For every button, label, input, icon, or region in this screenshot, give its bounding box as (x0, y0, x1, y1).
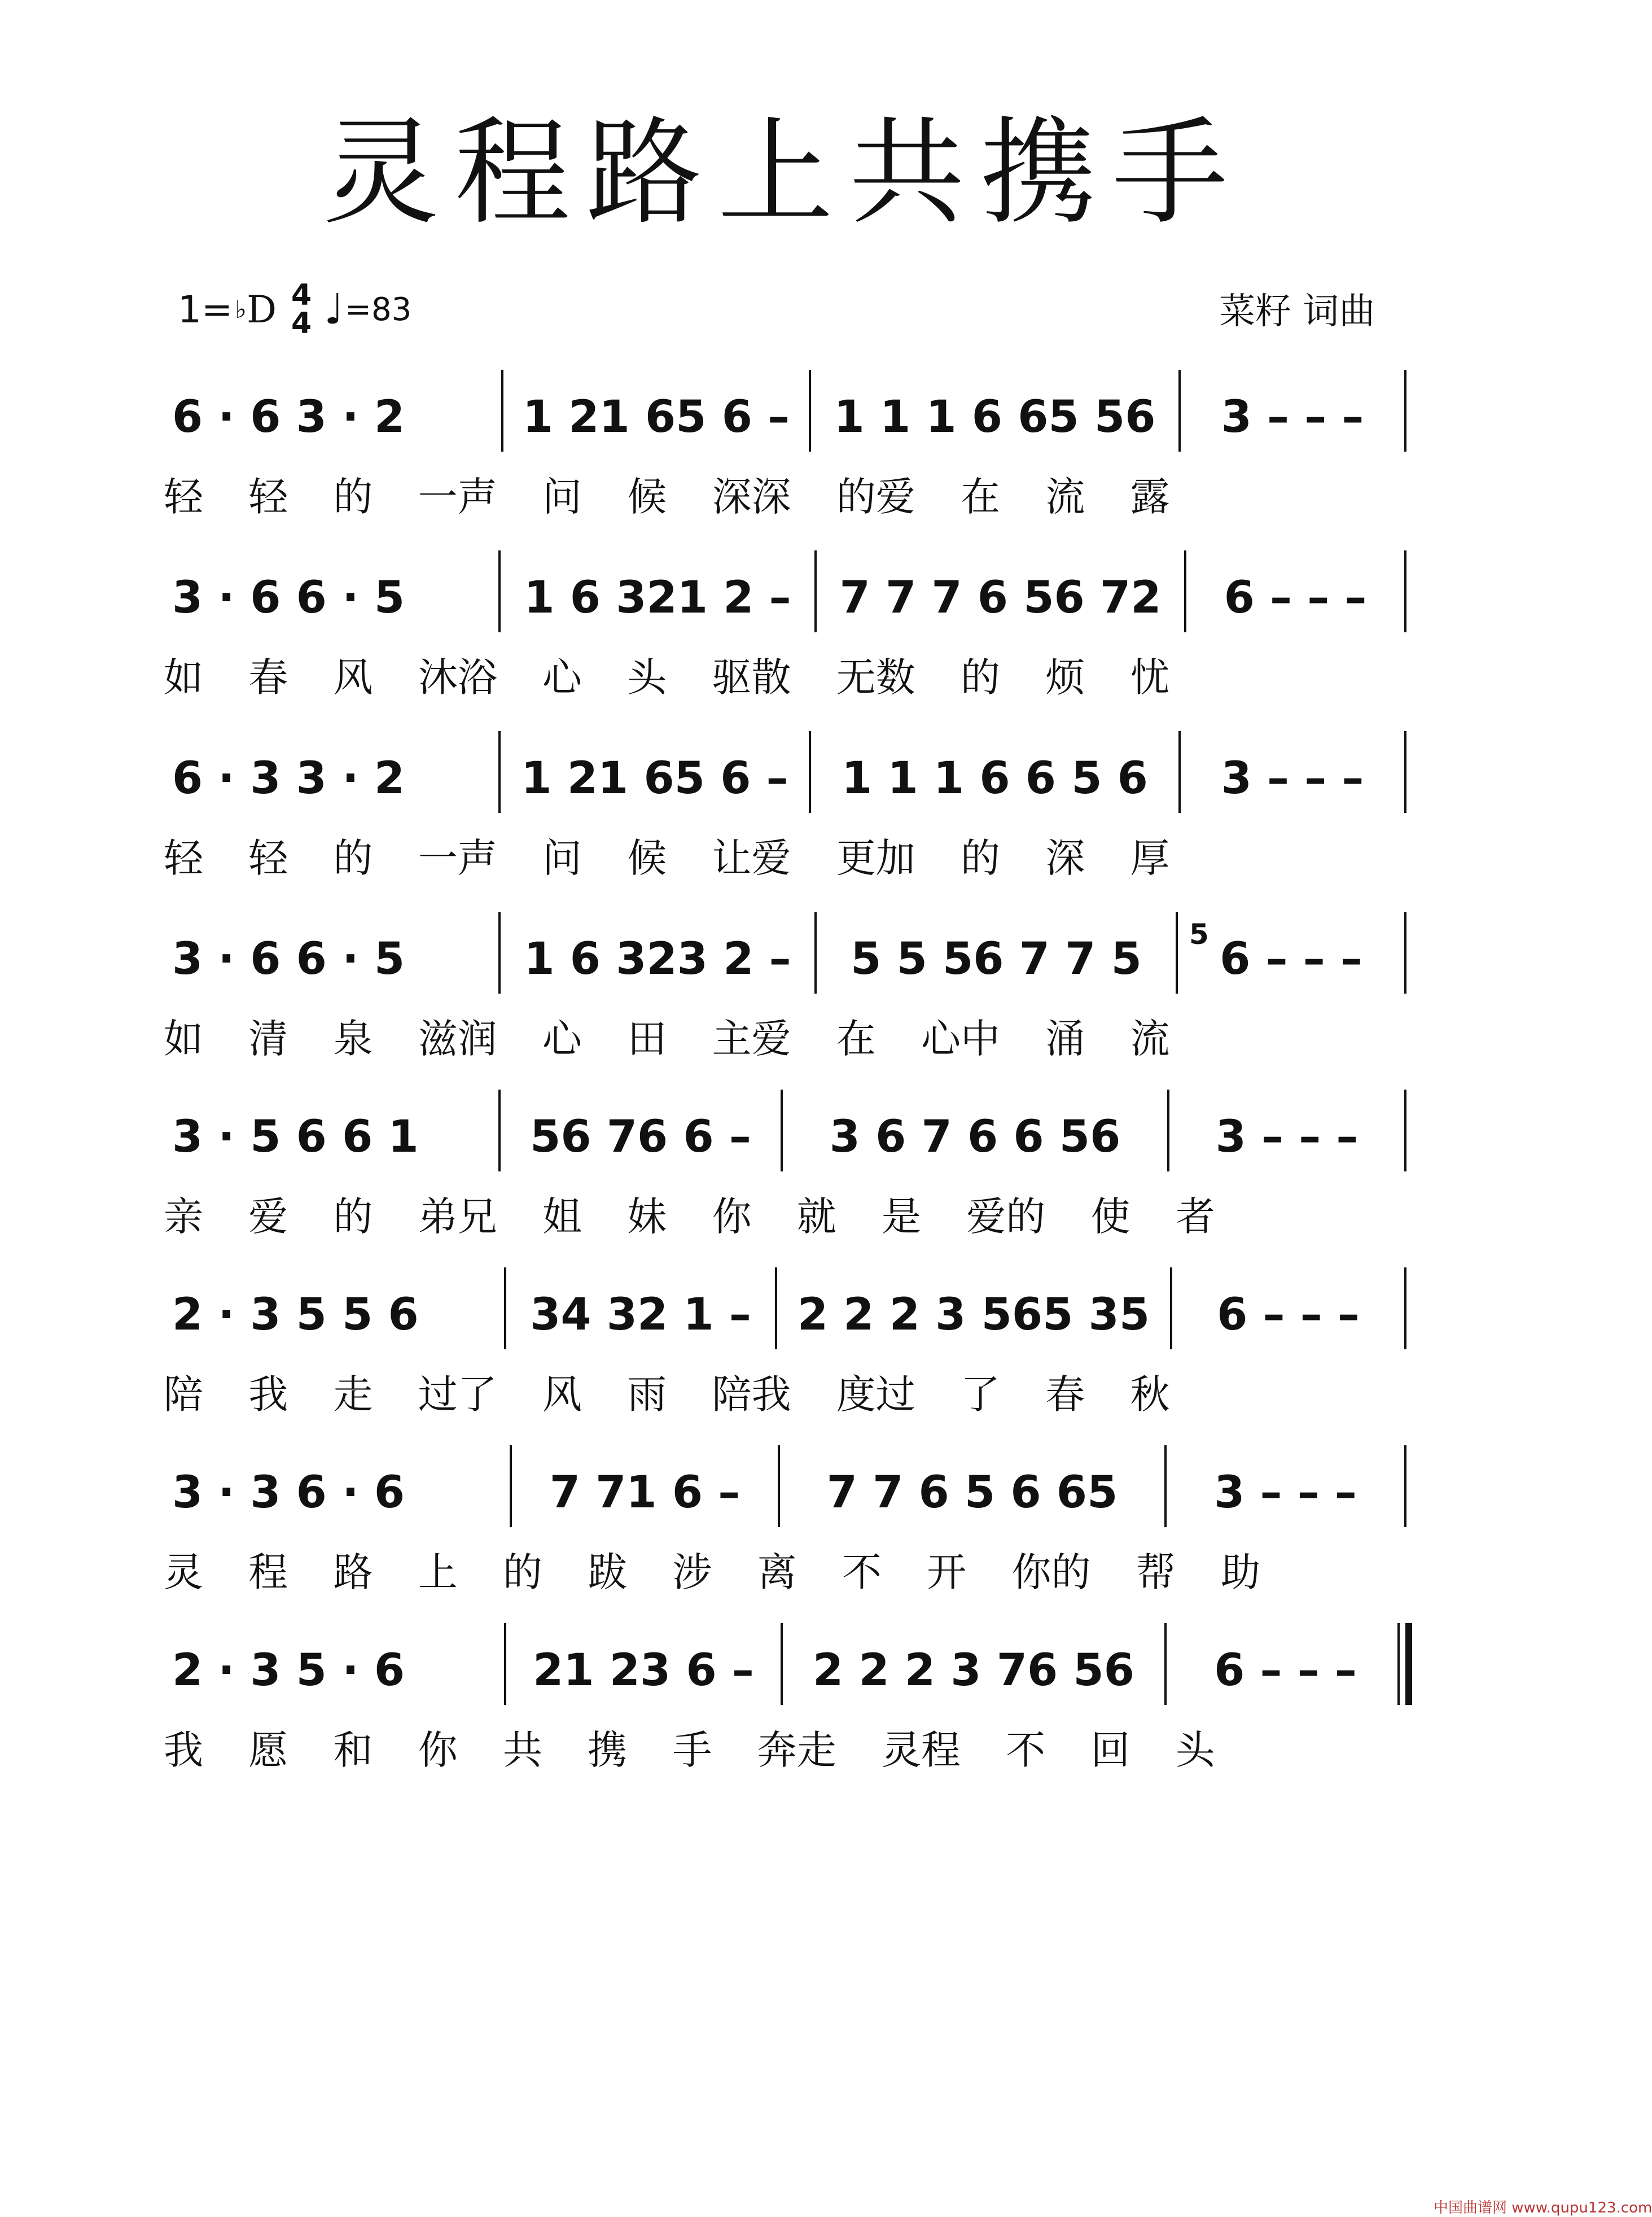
lyrics-text: 如 清 泉 滋润 心 田 主爱 在 心中 涌 流 (164, 1016, 1170, 1062)
measure: 3 · 6 6 · 5 (172, 572, 405, 623)
measure: 2 · 3 5 5 6 (172, 1289, 419, 1340)
measure: 3 · 6 6 · 5 (172, 934, 405, 985)
lyrics-text: 轻 轻 的 一声 问 候 深深 的爱 在 流 露 (164, 474, 1170, 520)
measure: 6 – – – (1214, 1645, 1357, 1696)
measure: 6 · 6 3 · 2 (172, 392, 405, 443)
measure: 2 2 2 3 565 35 (797, 1289, 1150, 1340)
time-signature-bottom: 4 (291, 307, 312, 340)
song-title: 灵程路上共携手 (323, 106, 1244, 240)
measure: 1 1 1 6 6 5 6 (842, 753, 1148, 804)
measure: 3 – – – (1221, 392, 1364, 443)
measure: 1 6 321 2 – (524, 572, 791, 623)
measure: 6 – – – (1217, 1289, 1360, 1340)
key-prefix: 1= (178, 287, 233, 331)
time-signature (291, 278, 312, 340)
measure: 1 1 1 6 65 56 (834, 392, 1156, 443)
lyrics-text: 陪 我 走 过了 风 雨 陪我 度过 了 春 秋 (164, 1371, 1170, 1418)
time-signature-top: 4 (291, 278, 312, 312)
measure: 3 6 7 6 6 56 (829, 1112, 1121, 1162)
lyrics-text: 如 春 风 沐浴 心 头 驱散 无数 的 烦 忧 (164, 654, 1170, 701)
measure: 3 – – – (1214, 1467, 1357, 1518)
measure: 21 23 6 – (533, 1645, 754, 1696)
measure: 7 7 7 6 56 72 (839, 572, 1162, 623)
measure: 3 · 5 6 6 1 (172, 1112, 419, 1162)
site-watermark: 中国曲谱网 www.qupu123.com (1434, 2199, 1652, 2216)
measure: 7 71 6 – (549, 1467, 740, 1518)
lyrics-text: 我 愿 和 你 共 携 手 奔走 灵程 不 回 头 (164, 1727, 1215, 1773)
tempo-value: =83 (345, 291, 412, 328)
grace-note: 5 (1189, 918, 1209, 951)
measure: 56 76 6 – (530, 1112, 751, 1162)
measure: 2 2 2 3 76 56 (813, 1645, 1134, 1696)
measure: 3 – – – (1221, 753, 1364, 804)
key-signature (178, 276, 411, 343)
measure: 7 7 6 5 6 65 (826, 1467, 1118, 1518)
flat-sign: ♭ (235, 295, 247, 324)
key-letter: D (247, 287, 277, 331)
measure: 6 · 3 3 · 2 (172, 753, 405, 804)
measure: 34 32 1 – (530, 1289, 751, 1340)
measure: 1 6 323 2 – (524, 934, 791, 985)
lyrics-text: 亲 爱 的 弟兄 姐 妹 你 就 是 爱的 使 者 (164, 1193, 1215, 1240)
measure: 1 21 65 6 – (521, 753, 788, 804)
measure: 3 · 3 6 · 6 (172, 1467, 405, 1518)
quarter-note-icon: ♩ (324, 285, 344, 334)
measure: 6 – – – (1224, 572, 1367, 623)
lyrics-text: 轻 轻 的 一声 问 候 让爱 更加 的 深 厚 (164, 835, 1170, 881)
lyrics-text: 灵 程 路 上 的 跋 涉 离 不 开 你的 帮 助 (164, 1549, 1261, 1595)
measure: 1 21 65 6 – (522, 392, 790, 443)
composer-credit: 菜籽 词曲 (1219, 291, 1375, 333)
measure: 5 5 56 7 7 5 (851, 934, 1142, 985)
measure: 6 – – – (1220, 934, 1362, 985)
measure: 3 – – – (1215, 1112, 1359, 1162)
measure: 2 · 3 5 · 6 (172, 1645, 405, 1696)
